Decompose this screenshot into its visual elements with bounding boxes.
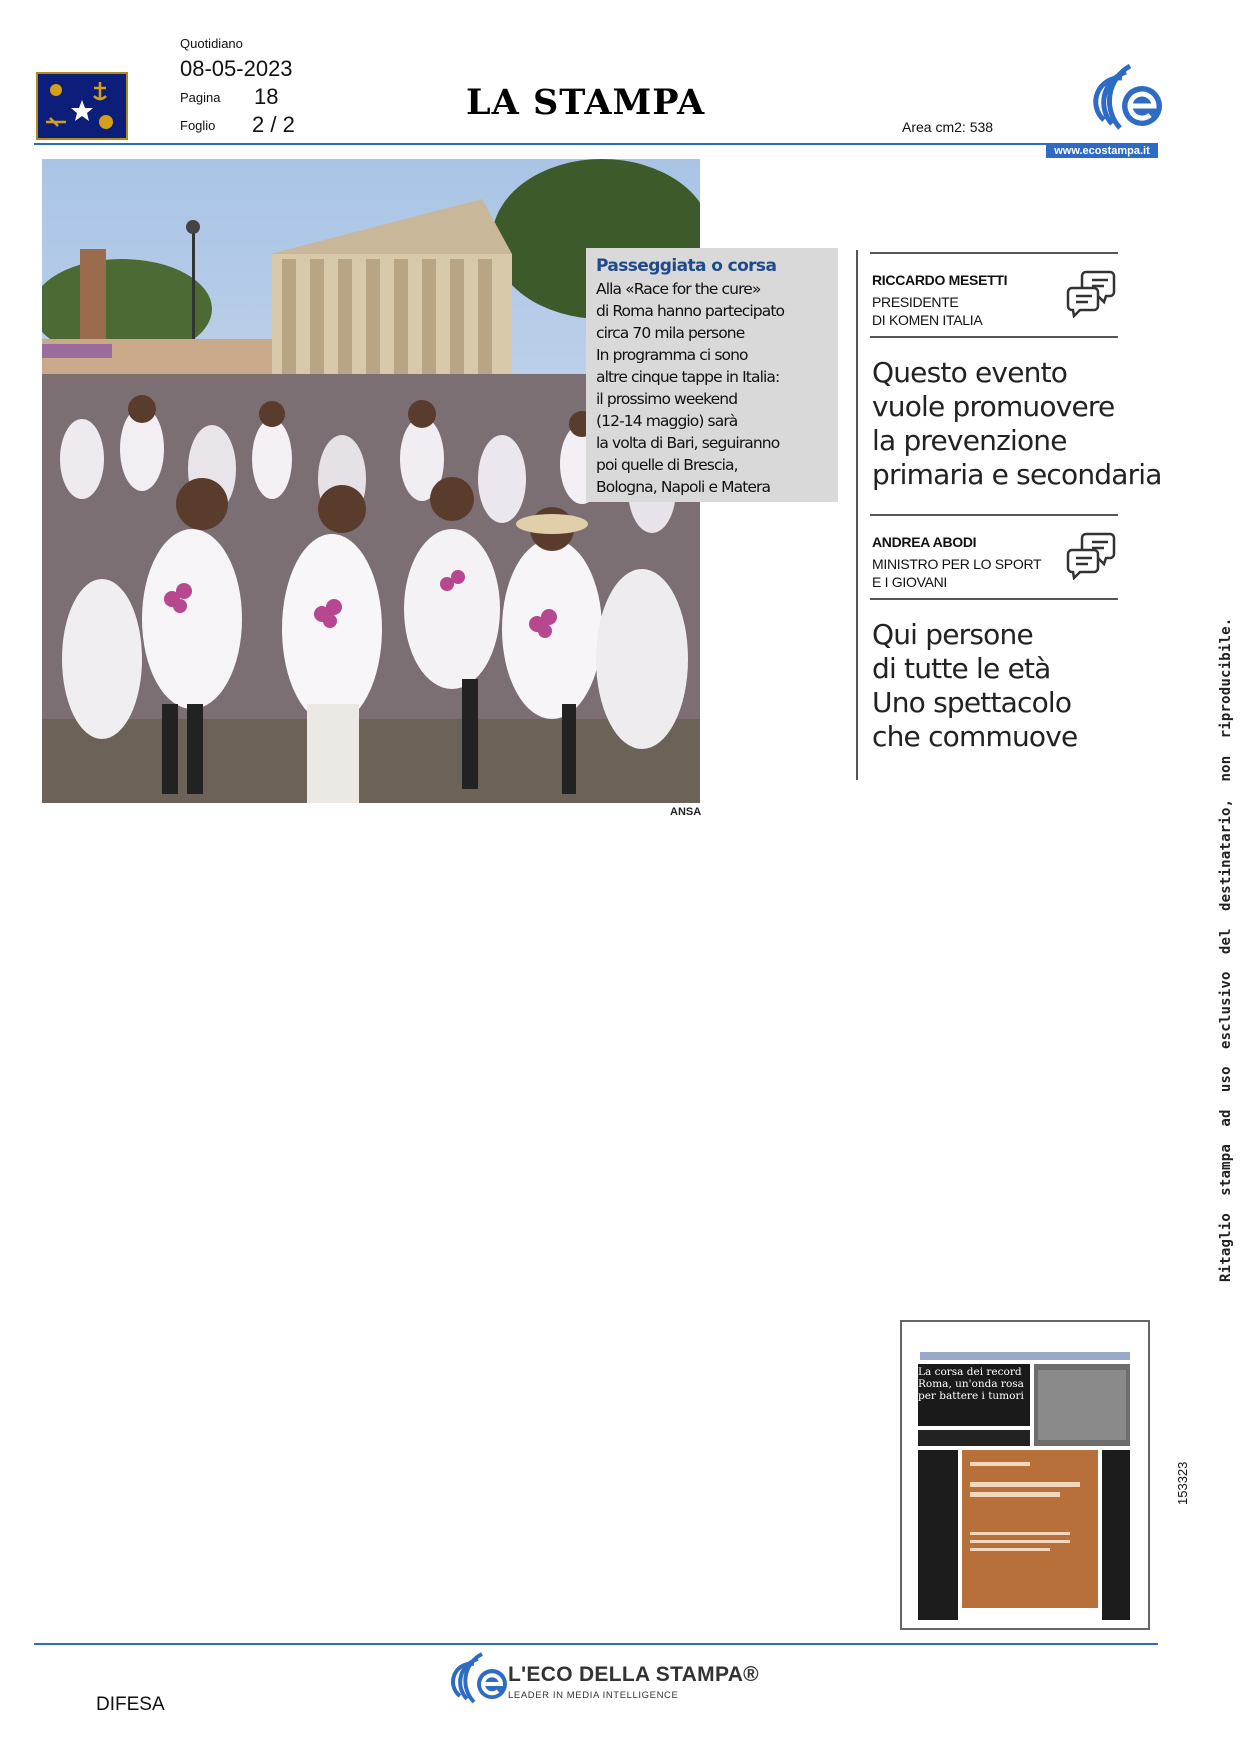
quote-line: di tutte le età — [872, 652, 1051, 685]
speech-bubbles-icon — [1066, 266, 1116, 318]
page-label: Pagina — [180, 90, 221, 105]
caption-line: In programma ci sono — [596, 346, 748, 364]
role-line: MINISTRO PER LO SPORT — [872, 556, 1042, 572]
quote-line: primaria e secondaria — [872, 458, 1162, 491]
publication-date: 08-05-2023 — [180, 56, 293, 81]
quote-divider — [870, 598, 1118, 600]
eco-url-badge[interactable]: www.ecostampa.it — [1046, 144, 1158, 158]
caption-line: (12-14 maggio) sarà — [596, 412, 738, 430]
quote-author-role — [872, 555, 1041, 591]
quote-line: la prevenzione — [872, 424, 1067, 457]
quote-divider — [870, 514, 1118, 516]
caption-line: il prossimo weekend — [596, 390, 738, 408]
speech-bubbles-icon — [1066, 528, 1116, 580]
thumbnail-headline — [918, 1366, 1030, 1402]
publication-type: Quotidiano — [180, 36, 243, 51]
sheet-number: 2 / 2 — [252, 112, 295, 137]
thumbnail-headline-line: per battere i tumori — [918, 1390, 1024, 1402]
thumbnail-headline-line: Roma, un'onda rosa — [918, 1378, 1024, 1390]
caption-line: poi quelle di Brescia, — [596, 456, 738, 474]
sheet-label: Foglio — [180, 118, 216, 133]
quote-author-name: RICCARDO MESETTI — [872, 272, 1008, 288]
area-label: Area cm2: 538 — [902, 119, 994, 135]
copyright-notice: Ritaglio stampa ad uso esclusivo del destinatario, non riproducibile. — [1218, 617, 1234, 1282]
quote-divider — [870, 336, 1118, 338]
quote-line: vuole promuovere — [872, 390, 1115, 423]
quote-line: che commuove — [872, 720, 1078, 753]
role-line: E I GIOVANI — [872, 574, 948, 590]
role-line: DI KOMEN ITALIA — [872, 312, 983, 328]
caption-body — [596, 278, 828, 498]
quote-text — [872, 356, 1162, 492]
photo-caption-box — [586, 248, 838, 502]
caption-line: circa 70 mila persone — [596, 324, 745, 342]
quote-text — [872, 618, 1077, 754]
footer-brand: L'ECO DELLA STAMPA® — [508, 1663, 759, 1686]
quote-column-rule — [856, 250, 858, 780]
page-number: 18 — [254, 84, 279, 109]
photo-credit: ANSA — [670, 806, 702, 818]
caption-line: Alla «Race for the cure» — [596, 280, 761, 298]
header-rule — [34, 143, 1158, 145]
quote-divider — [870, 252, 1118, 254]
footer-rule — [34, 1643, 1158, 1645]
caption-line: Bologna, Napoli e Matera — [596, 478, 771, 496]
quote-line: Uno spettacolo — [872, 686, 1072, 719]
thumbnail-headline-line: La corsa dei record — [918, 1366, 1022, 1378]
quote-line: Questo evento — [872, 356, 1068, 389]
caption-line: altre cinque tappe in Italia: — [596, 368, 780, 386]
quote-author-name: ANDREA ABODI — [872, 534, 977, 550]
eco-stampa-logo-icon — [1090, 58, 1166, 134]
page-thumbnail[interactable] — [900, 1320, 1150, 1630]
caption-title: Passeggiata o corsa — [596, 256, 777, 276]
newspaper-title: LA STAMPA — [466, 82, 706, 123]
footer-tagline: LEADER IN MEDIA INTELLIGENCE — [508, 1690, 679, 1701]
caption-line: di Roma hanno partecipato — [596, 302, 785, 320]
quote-line: Qui persone — [872, 618, 1033, 651]
quote-author-role — [872, 293, 982, 329]
document-code: 153323 — [1175, 1461, 1190, 1505]
coat-of-arms-logo — [36, 72, 128, 140]
section-label: DIFESA — [96, 1694, 165, 1715]
role-line: PRESIDENTE — [872, 294, 959, 310]
caption-line: la volta di Bari, seguiranno — [596, 434, 780, 452]
